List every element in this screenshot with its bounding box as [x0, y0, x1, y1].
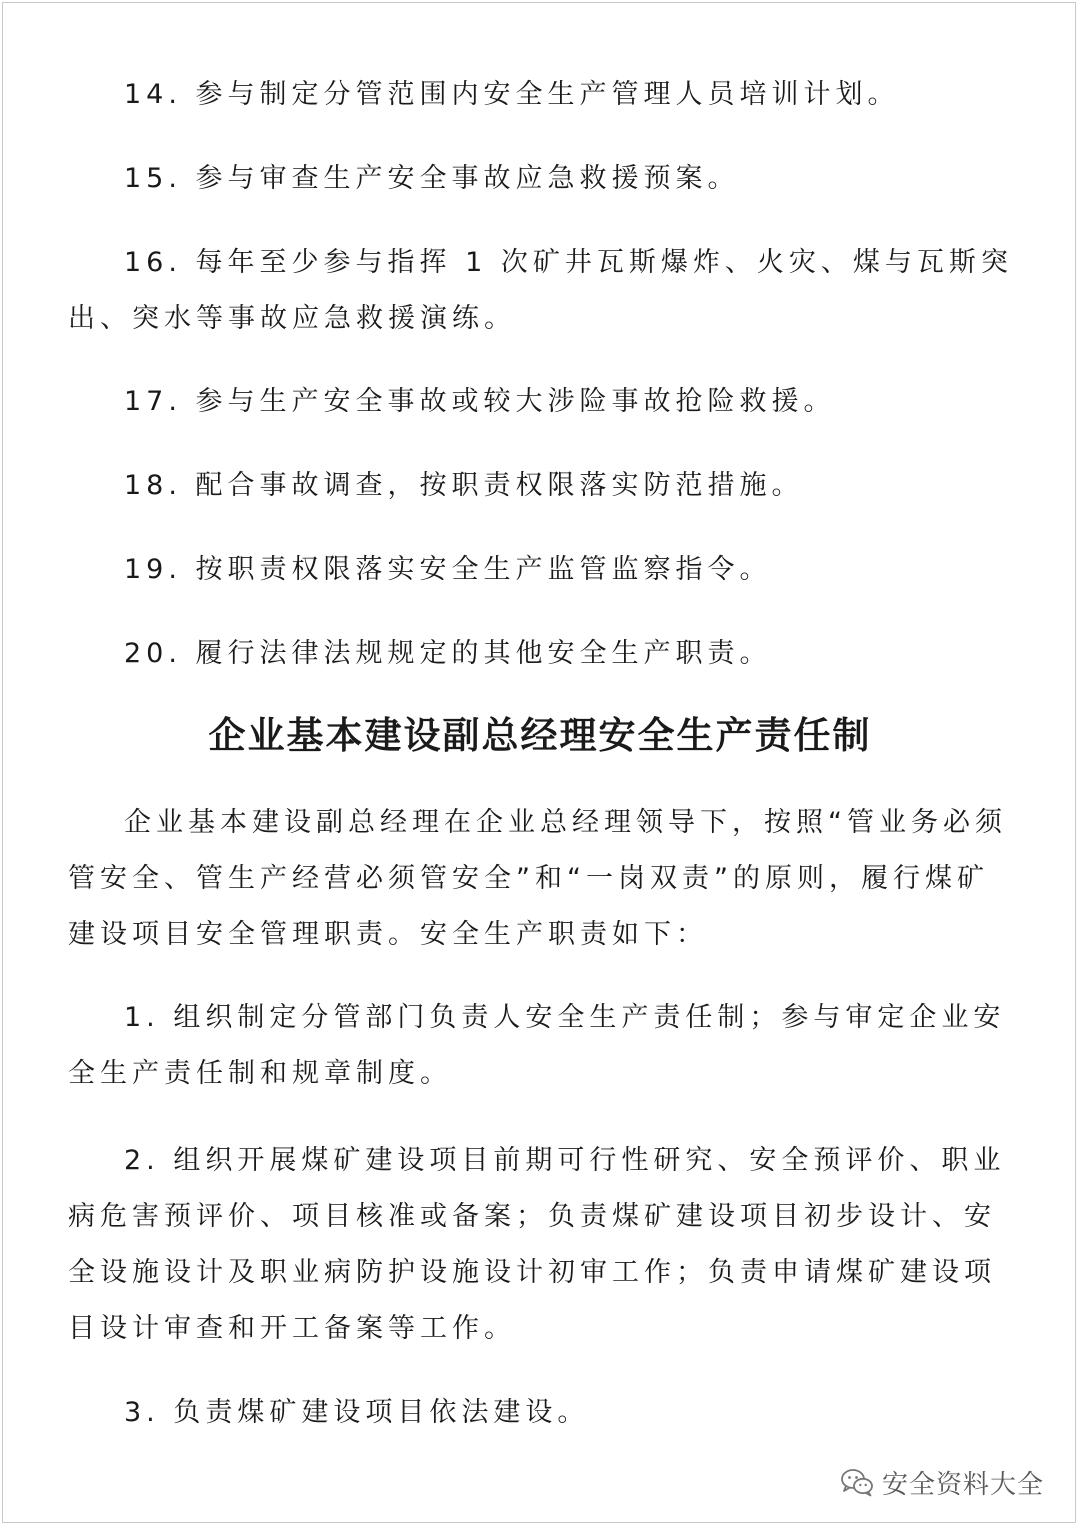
item-text: 参与审查生产安全事故应急救援预案。 — [195, 163, 740, 194]
item-text: 组织制定分管部门负责人安全生产责任制；参与审定企业安全生产责任制和规章制度。 — [68, 1002, 1006, 1089]
section-item-2 — [68, 1133, 1018, 1357]
list-item-14 — [68, 67, 1018, 123]
item-text: 每年至少参与指挥 1 次矿井瓦斯爆炸、火灾、煤与瓦斯突出、突水等事故应急救援演练。 — [68, 247, 1013, 334]
item-number: 19. — [124, 554, 182, 585]
watermark — [840, 1462, 1044, 1502]
item-text: 参与生产安全事故或较大涉险事故抢险救援。 — [195, 386, 836, 417]
item-text: 按职责权限落实安全生产监管监察指令。 — [195, 554, 772, 585]
item-number: 3. — [124, 1397, 160, 1428]
list-item-15 — [68, 151, 1018, 207]
item-text: 负责煤矿建设项目依法建设。 — [173, 1397, 590, 1428]
list-item-16 — [68, 235, 1018, 347]
item-text: 组织开展煤矿建设项目前期可行性研究、安全预评价、职业病危害预评价、项目核准或备案；负责煤矿建设项目初步设计、安全设施设计及职业病防护设施设计初审工作；负责申请煤矿建设项目设计审查和开工备案等工作。 — [68, 1145, 1006, 1344]
item-text: 配合事故调查，按职责权限落实防范措施。 — [195, 470, 804, 501]
item-number: 17. — [124, 386, 182, 417]
item-text: 参与制定分管范围内安全生产管理人员培训计划。 — [195, 79, 900, 110]
item-text: 履行法律法规规定的其他安全生产职责。 — [195, 638, 772, 669]
item-number: 16. — [124, 247, 182, 278]
list-item-18 — [68, 458, 1018, 514]
wechat-icon — [840, 1467, 874, 1497]
item-number: 2. — [124, 1145, 160, 1176]
section-title: 企业基本建设副总经理安全生产责任制 — [208, 714, 872, 757]
item-number: 1. — [124, 1002, 160, 1033]
list-item-20 — [68, 626, 1018, 682]
item-number: 18. — [124, 470, 182, 501]
item-number: 15. — [124, 163, 182, 194]
watermark-text: 安全资料大全 — [881, 1469, 1044, 1500]
list-item-19 — [68, 542, 1018, 598]
list-item-17 — [68, 374, 1018, 430]
section-item-1 — [68, 990, 1018, 1102]
section-item-3 — [68, 1385, 1018, 1441]
item-number: 14. — [124, 79, 182, 110]
section-intro: 企业基本建设副总经理在企业总经理领导下，按照“管业务必须管安全、管生产经营必须管安全”和“一岗双责”的原则，履行煤矿建设项目安全管理职责。安全生产职责如下： — [68, 807, 1007, 950]
item-number: 20. — [124, 638, 182, 669]
